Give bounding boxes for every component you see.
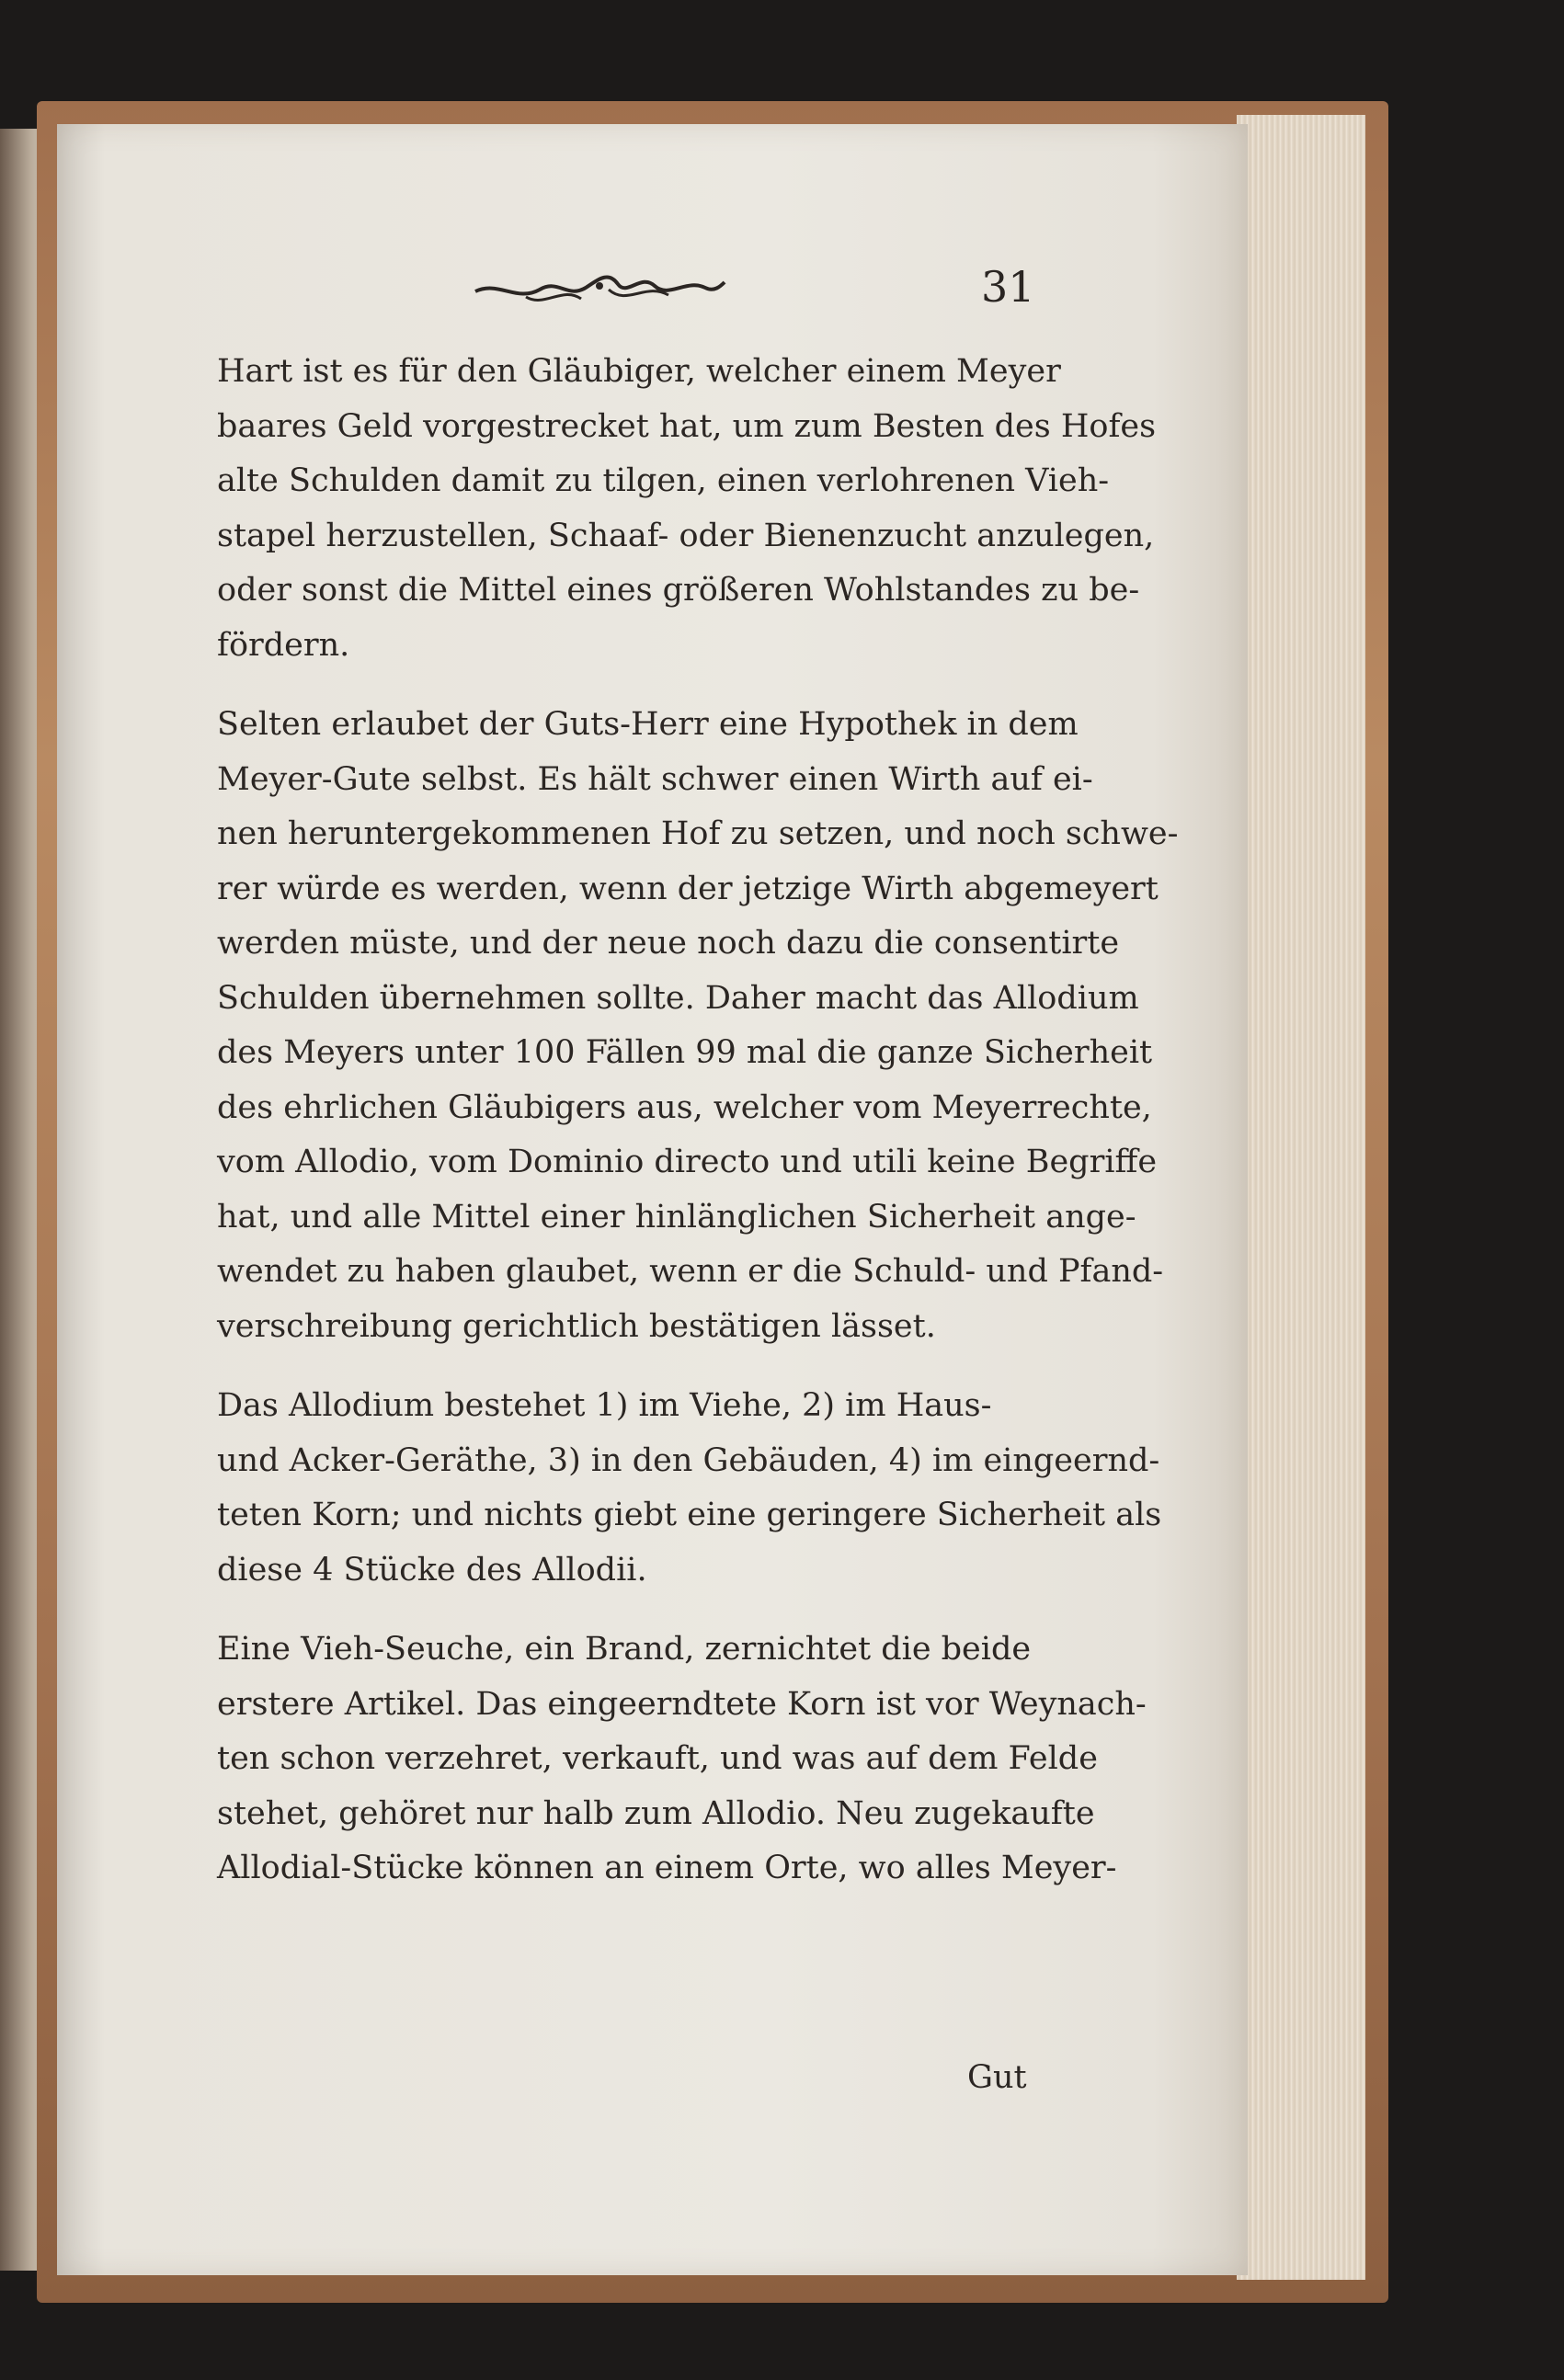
text-line: Meyer-Gute selbst. Es hält schwer einen Wirth auf ei-	[217, 760, 1093, 798]
ornament-icon	[471, 262, 728, 317]
text-line: ten schon verzehret, verkauft, und was auf dem Felde	[217, 1740, 1098, 1777]
text-line: nen heruntergekommenen Hof zu setzen, und noch schwe-	[217, 815, 1179, 852]
text-line: baares Geld vorgestrecket hat, um zum Besten des Hofes	[217, 407, 1157, 445]
paragraph	[134, 1623, 1147, 1896]
text-line: Allodial-Stücke können an einem Orte, wo alles Meyer-	[217, 1850, 1117, 1886]
text-line: alte Schulden damit zu tilgen, einen verlohrenen Vieh-	[217, 462, 1110, 499]
text-line: des Meyers unter 100 Fällen 99 mal die ganze Sicherheit	[217, 1034, 1153, 1071]
text-line: des ehrlichen Gläubigers aus, welcher vom Meyerrechte,	[217, 1088, 1152, 1126]
text-line: stehet, gehöret nur halb zum Allodio. Neu zugekaufte	[217, 1794, 1095, 1832]
text-line: oder sonst die Mittel eines größeren Wohlstandes zu be-	[217, 572, 1140, 609]
text-line: vom Allodio, vom Dominio directo und utili keine Begriffe	[217, 1144, 1158, 1180]
text-line: Das Allodium bestehet 1) im Viehe, 2) im Haus-	[217, 1387, 992, 1424]
text-line: Eine Vieh-Seuche, ein Brand, zernichtet die beide	[217, 1631, 1032, 1668]
catchword: Gut	[967, 2059, 1027, 2096]
paragraph	[134, 1379, 1162, 1598]
text-line: hat, und alle Mittel einer hinlänglichen Sicherheit ange-	[217, 1198, 1136, 1236]
paragraph	[134, 698, 1179, 1354]
body-text	[134, 345, 1179, 1921]
paragraph	[134, 345, 1157, 673]
text-line: fördern.	[217, 626, 350, 664]
text-line: Schulden übernehmen sollte. Daher macht das Allodium	[217, 979, 1139, 1017]
text-line: wendet zu haben glaubet, wenn er die Schuld- und Pfand-	[217, 1253, 1164, 1290]
page-number: 31	[981, 262, 1035, 312]
text-line: und Acker-Geräthe, 3) in den Gebäuden, 4) im eingeernd-	[217, 1441, 1160, 1479]
text-line: erstere Artikel. Das eingeerndtete Korn ist vor Weynach-	[217, 1685, 1147, 1723]
text-line: verschreibung gerichtlich bestätigen lässet.	[217, 1307, 936, 1345]
text-line: diese 4 Stücke des Allodii.	[217, 1551, 647, 1589]
text-line: werden müste, und der neue noch dazu die consentirte	[217, 925, 1120, 962]
text-line: Hart ist es für den Gläubiger, welcher einem Meyer	[217, 353, 1061, 390]
page-edges	[1237, 115, 1365, 2280]
book-page	[57, 124, 1248, 2275]
text-line: stapel herzustellen, Schaaf- oder Bienenzucht anzulegen,	[217, 517, 1155, 554]
text-line: teten Korn; und nichts giebt eine geringere Sicherheit als	[217, 1497, 1162, 1533]
text-line: Selten erlaubet der Guts-Herr eine Hypothek in dem	[217, 706, 1079, 743]
text-line: rer würde es werden, wenn der jetzige Wirth abgemeyert	[217, 870, 1159, 907]
